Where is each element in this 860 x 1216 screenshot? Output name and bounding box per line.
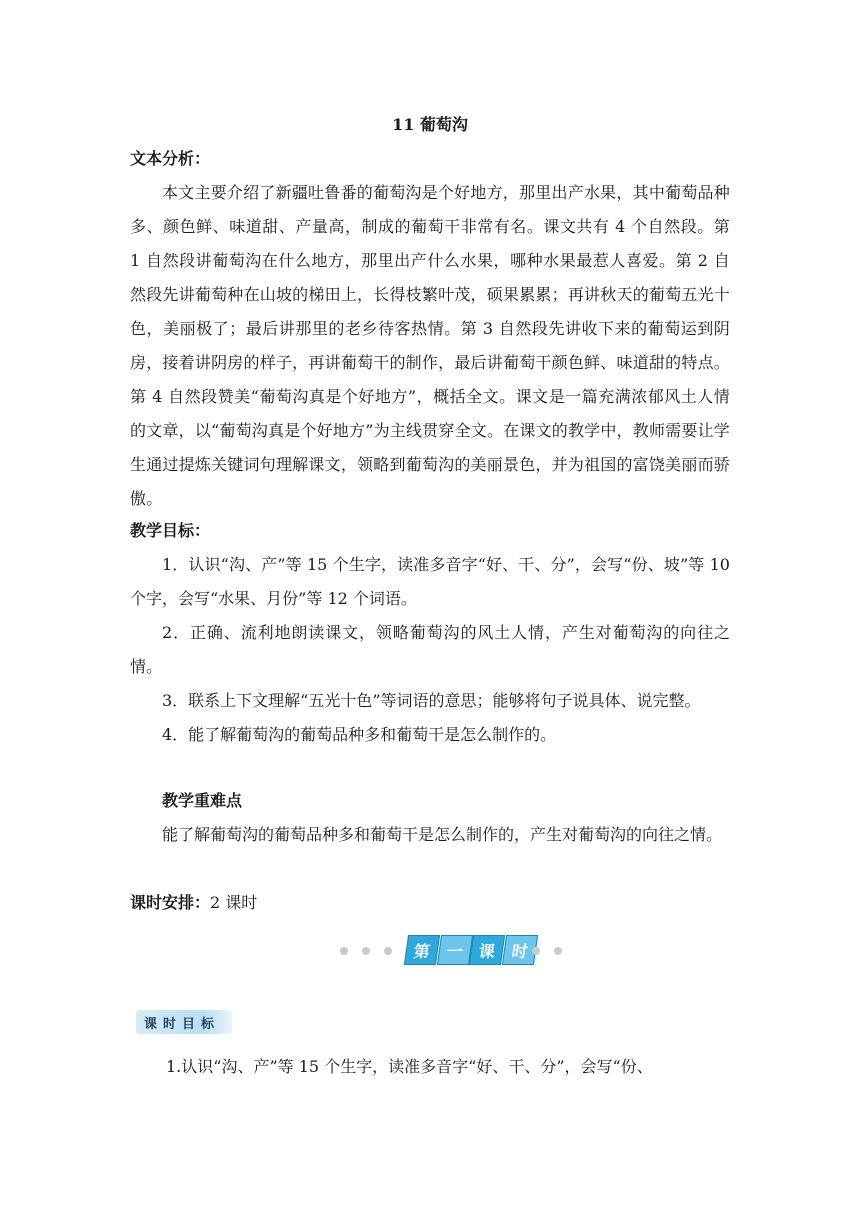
analysis-paragraph: 本文主要介绍了新疆吐鲁番的葡萄沟是个好地方，那里出产水果，其中葡萄品种多、颜色鲜、味道甜、产量高，制成的葡萄干非常有名。课文共有 4 个自然段。第 1 自然段讲葡萄沟在什么地方，那里出产什么水果，哪种水果最惹人喜爱。第 2 自然段先讲葡萄种在山坡的梯田上，长得枝繁叶茂，硕果累累；再讲秋天的葡萄五光十色，美丽极了；最后讲那里的老乡待客热情。第 3 自然段先讲收下来的葡萄运到阴房，接着讲阴房的样子，再讲葡萄干的制作，最后讲葡萄干颜色鲜、味道甜的特点。第 4 自然段赞美“葡萄沟真是个好地方”，概括全文。课文是一篇充满浓郁风土人情的文章，以“葡萄沟真是个好地方”为主线贯穿全文。在课文的教学中，教师需要让学生通过提炼关键词句理解课文，领略到葡萄沟的美丽景色，并为祖国的富饶美丽而骄傲。 (130, 183, 730, 508)
section-tag: 课时目标 (136, 1010, 232, 1034)
analysis-heading: 文本分析： (130, 149, 211, 168)
banner-dot (384, 947, 392, 955)
banner-char: 时 (502, 935, 538, 965)
banner-char: 一 (437, 935, 473, 965)
goal-item: 3．联系上下文理解“五光十色”等词语的意思；能够将句子说具体、说完整。 (162, 691, 701, 710)
banner-char: 第 (404, 935, 440, 965)
page-title: 11 葡萄沟 (392, 115, 468, 134)
schedule-line (130, 886, 730, 920)
schedule-label: 课时安排： (130, 893, 211, 912)
banner-dot (554, 947, 562, 955)
keypoints-paragraph: 能了解葡萄沟的葡萄品种多和葡萄干是怎么制作的，产生对葡萄沟的向往之情。 (162, 825, 723, 844)
banner-dot (532, 947, 540, 955)
banner-dot (340, 947, 348, 955)
lesson-badge (406, 935, 536, 965)
goals-list (130, 548, 730, 752)
goal-item: 1．认识“沟、产”等 15 个生字，读准多音字“好、干、分”，会写“份、坡”等 10 个字，会写“水果、月份”等 12 个词语。 (130, 555, 730, 608)
goal-item: 4．能了解葡萄沟的葡萄品种多和葡萄干是怎么制作的。 (162, 725, 557, 744)
banner-dot (362, 947, 370, 955)
lesson-banner (336, 934, 576, 966)
lesson-goal-line: 1.认识“沟、产”等 15 个生字，读准多音字“好、干、分”，会写“份、 (166, 1057, 653, 1076)
banner-char: 课 (469, 935, 505, 965)
keypoints-heading: 教学重难点 (162, 791, 243, 810)
schedule-value: 2 课时 (210, 893, 258, 912)
goal-item: 2．正确、流利地朗读课文，领略葡萄沟的风土人情，产生对葡萄沟的向往之情。 (130, 623, 730, 676)
goals-heading: 教学目标： (130, 521, 211, 540)
